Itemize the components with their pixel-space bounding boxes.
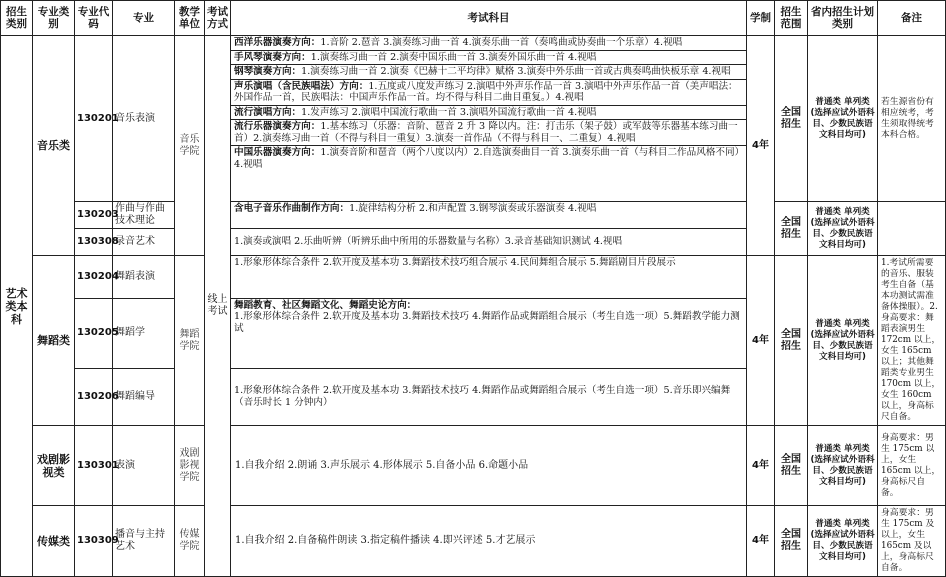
teaching-unit-drama: 戏剧影视学院 [175,426,205,506]
direction-item: 1.形象形体综合条件 2.软开度及基本功 3.舞蹈技术技巧 4.舞蹈作品或舞蹈组合展示（考生自选一项）5.音乐即兴编舞（音乐时长 1 分钟内） [234,385,731,408]
remarks-cell [878,202,946,256]
exam-subjects-cell: 1.自我介绍 2.朗诵 3.声乐展示 4.形体展示 5.自备小品 6.命题小品 [231,426,747,506]
major-name: 舞蹈表演 [113,256,175,299]
major-name: 音乐表演 [113,36,175,202]
exam-subjects-cell [231,298,747,368]
exam-subjects-cell [231,368,747,425]
direction-item: 手风琴演奏方向：1.演奏练习曲一首 2.演奏中国乐曲一首 3.演奏外国乐曲一首 4.视唱 [231,51,746,66]
major-name: 作曲与作曲技术理论 [113,202,175,229]
direction-item: 流行演唱方向：1.发声练习 2.演唱中国流行歌曲一首 3.演唱外国流行歌曲一首 4.视唱 [231,106,746,121]
exam-subjects-cell [231,36,747,202]
major-code: 130201 [75,36,113,202]
header-major: 专业 [113,1,175,36]
major-code: 130204 [75,256,113,299]
duration-drama: 4年 [747,426,775,506]
header-duration: 学制 [747,1,775,36]
direction-item: 钢琴演奏方向：1.演奏练习曲一首 2.演奏《巴赫十二平均律》赋格 3.演奏中外乐曲一首或古典奏鸣曲快板乐章 4.视唱 [231,65,746,80]
header-admission-category: 招生类别 [1,1,33,36]
exam-mode-cell: 线上考试 [205,36,231,577]
header-row [1,1,946,36]
major-category-media: 传媒类 [33,506,75,577]
plan-category-cell: 普通类 单列类 (选择应试外语科目、少数民族语文科目均可) [808,36,878,202]
scope-cell: 全国招生 [775,202,808,256]
remarks-cell: 1.考试所需要的音乐、服装考生自备（基本功测试需准备体操服）。2.身高要求：舞蹈表演男生 172cm 以上，女生 165cm 以上；其他舞蹈类专业男生 170cm 以上，女生 160cm 以上，身高标尺自备。 [878,256,946,426]
table-row [1,256,946,299]
header-major-code: 专业代码 [75,1,113,36]
header-exam-mode: 考试方式 [205,1,231,36]
plan-category-cell: 普通类 单列类 (选择应试外语科目、少数民族语文科目均可) [808,506,878,577]
major-category-drama: 戏剧影视类 [33,426,75,506]
remarks-cell: 身高要求：男生 175cm 以上，女生 165cm 以上，身高标尺自备。 [878,426,946,506]
duration-dance: 4年 [747,256,775,426]
scope-cell: 全国招生 [775,256,808,426]
exam-subjects-cell [231,256,747,299]
teaching-unit-media: 传媒学院 [175,506,205,577]
table-row [1,36,946,202]
header-remarks: 备注 [878,1,946,36]
table-row [1,202,946,229]
plan-category-cell: 普通类 单列类 (选择应试外语科目、少数民族语文科目均可) [808,202,878,256]
direction-item: 1.形象形体综合条件 2.软开度及基本功 3.舞蹈技术技巧组合展示 4.民间舞组合展示 5.舞蹈剧目片段展示 [234,257,676,268]
duration-media: 4年 [747,506,775,577]
admission-category-cell: 艺术类本科 [1,36,33,577]
duration-music: 4年 [747,36,775,256]
table-row [1,506,946,577]
header-exam-subjects: 考试科目 [231,1,747,36]
remarks-cell: 若生源省份有相应统考，考生须取得统考本科合格。 [878,36,946,202]
direction-item: 声乐演唱（含民族唱法）方向：1.五度或八度发声练习 2.演唱中外声乐作品一首 3.演唱中外声乐作品一首（美声唱法：外国作品一首，民族唱法：中国声乐作品一首。均不得与科目二曲目重复。）4.视唱 [231,80,746,106]
major-name: 表演 [113,426,175,506]
major-name: 播音与主持艺术 [113,506,175,577]
header-plan-category: 省内招生计划类别 [808,1,878,36]
major-code: 130308 [75,229,113,256]
major-code: 130205 [75,298,113,368]
major-code: 130206 [75,368,113,425]
major-category-music: 音乐类 [33,36,75,256]
direction-item: 中国乐器演奏方向：1.演奏音阶和琶音（两个八度以内）2.自选演奏曲目一首 3.演奏乐曲一首（与科目二作品风格不同）4.视唱 [234,147,740,170]
header-scope: 招生范围 [775,1,808,36]
major-code: 130301 [75,426,113,506]
teaching-unit-dance: 舞蹈学院 [175,256,205,426]
exam-subjects-cell: 1.自我介绍 2.自备稿件朗读 3.指定稿件播读 4.即兴评述 5.才艺展示 [231,506,747,577]
direction-item: 西洋乐器演奏方向：1.音阶 2.琶音 3.演奏练习曲一首 4.演奏乐曲一首（奏鸣曲或协奏曲一个乐章）4.视唱 [231,36,746,51]
scope-cell: 全国招生 [775,506,808,577]
header-teaching-unit: 教学单位 [175,1,205,36]
major-name: 舞蹈编导 [113,368,175,425]
scope-cell: 全国招生 [775,426,808,506]
major-code: 130203 [75,202,113,229]
major-code: 130309 [75,506,113,577]
table-row [1,426,946,506]
plan-category-cell: 普通类 单列类 (选择应试外语科目、少数民族语文科目均可) [808,426,878,506]
header-major-category: 专业类别 [33,1,75,36]
plan-category-cell: 普通类 单列类 (选择应试外语科目、少数民族语文科目均可) [808,256,878,426]
remarks-cell: 身高要求：男生 175cm 及以上，女生 165cm 及以上，身高标尺自备。 [878,506,946,577]
direction-item: 1.演奏或演唱 2.乐曲听辨（听辨乐曲中所用的乐器数量与名称）3.录音基础知识测试 4.视唱 [234,236,623,248]
scope-cell: 全国招生 [775,36,808,202]
major-category-dance: 舞蹈类 [33,256,75,426]
exam-subjects-cell [231,202,747,229]
direction-item: 舞蹈教育、社区舞蹈文化、舞蹈史论方向： 1.形象形体综合条件 2.软开度及基本功 3.舞蹈技术技巧 4.舞蹈作品或舞蹈组合展示（考生自选一项）5.舞蹈教学能力测试 [234,299,740,334]
exam-subjects-cell [231,229,747,256]
direction-item: 含电子音乐作曲制作方向：1.旋律结构分析 2.和声配置 3.钢琴演奏或乐器演奏 4.视唱 [234,203,597,214]
major-name: 舞蹈学 [113,298,175,368]
teaching-unit-music: 音乐学院 [175,36,205,256]
direction-item: 流行乐器演奏方向：1.基本练习（乐器：音阶、琶音 2 升 3 降以内。注：打击乐（架子鼓）或军鼓等乐器基本练习曲一首）2.演奏练习曲一首（不得与科目一重复）3.演奏一首作品（不得与科目一、二重复）4.视唱 [231,120,746,146]
major-name: 录音艺术 [113,229,175,256]
